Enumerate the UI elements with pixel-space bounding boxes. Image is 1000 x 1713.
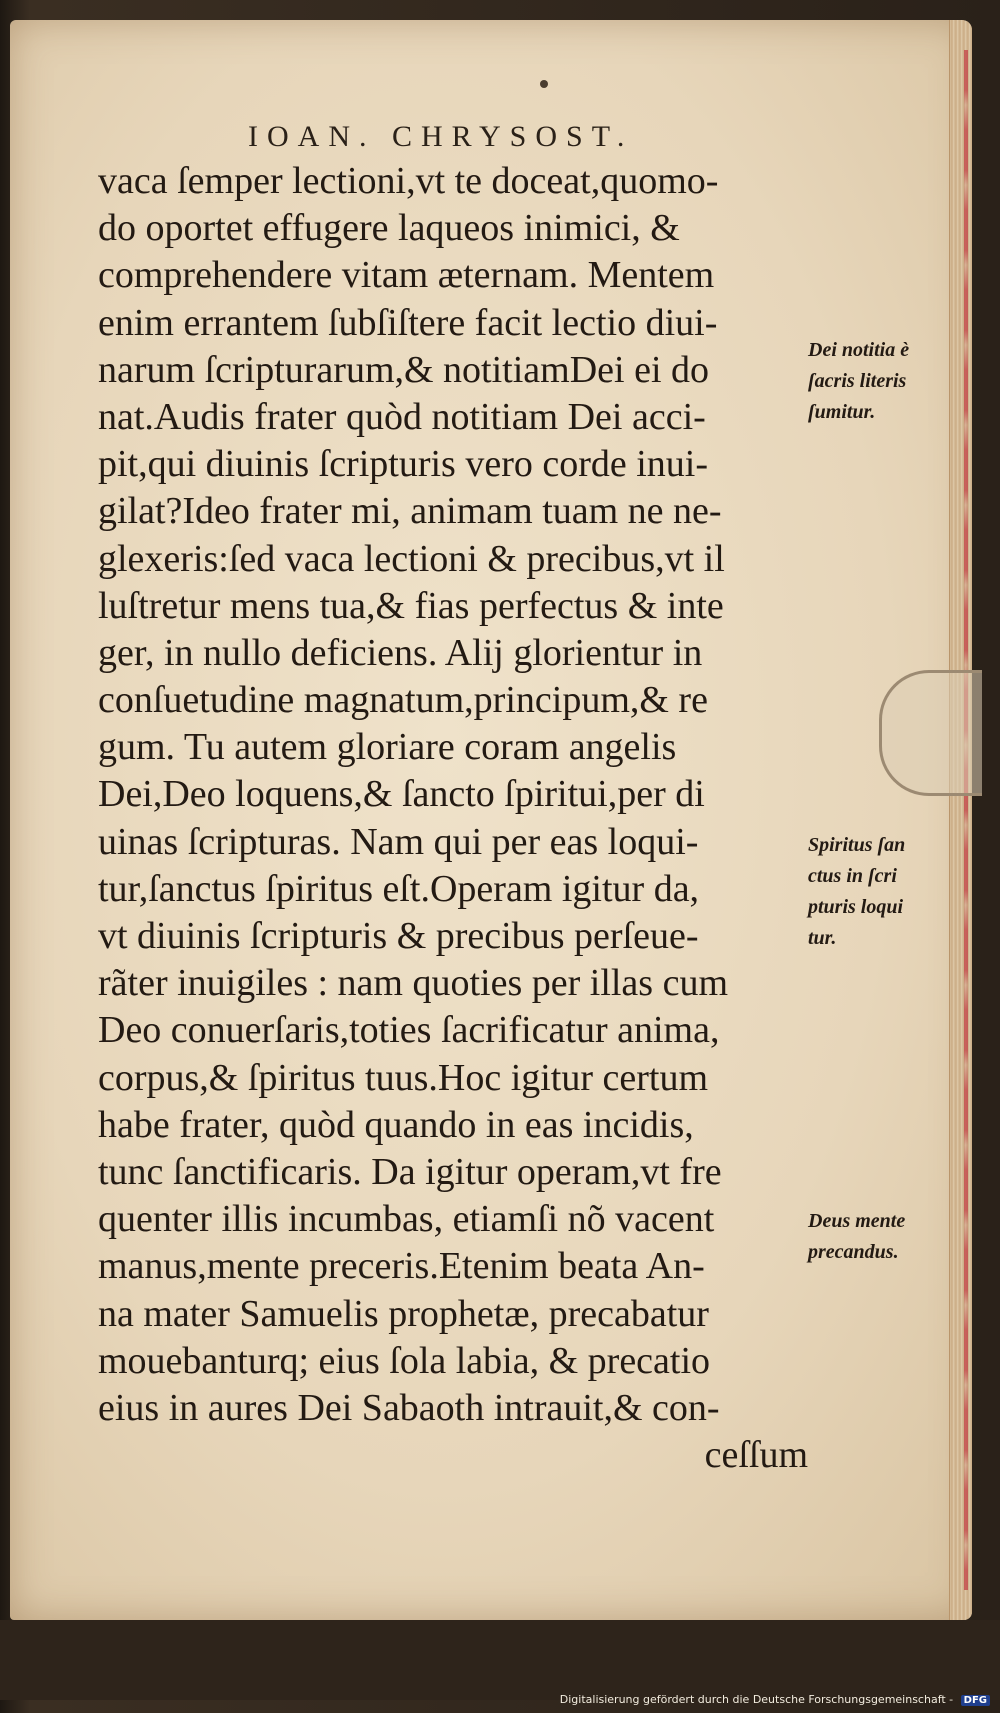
text-line: uinas ſcripturas. Nam qui per eas loqui-: [98, 820, 699, 863]
text-line: nat.Audis frater quòd notitiam Dei acci-: [98, 395, 706, 438]
catchword: ceſſum: [704, 1434, 808, 1477]
text-line: gum. Tu autem gloriare coram angelis: [98, 726, 677, 769]
marginal-note-line: Dei notitia è: [808, 339, 910, 361]
text-line: Dei,Deo loquens,& ſancto ſpiritui,per di: [98, 773, 705, 816]
marginal-note-2: [808, 830, 968, 954]
page-edge: [949, 20, 972, 1620]
text-line: vaca ſemper lectioni,vt te doceat,quomo-: [98, 160, 719, 202]
footer-text: Digitalisierung gefördert durch die Deutsche Forschungsgemeinschaft -: [559, 1693, 954, 1706]
marginal-note-line: Deus mente: [808, 1210, 906, 1232]
marginal-note-line: ſumitur.: [808, 401, 876, 423]
text-line: tur,ſanctus ſpiritus eſt.Operam igitur da,: [98, 867, 700, 910]
text-line: conſuetudine magnatum,principum,& re: [98, 679, 708, 722]
text-line: enim errantem ſubſiſtere facit lectio diui-: [98, 301, 718, 344]
digitization-footer: [560, 1693, 990, 1706]
marginal-note-line: pturis loqui: [808, 896, 904, 918]
text-line: do oportet effugere laqueos inimici, &: [98, 207, 680, 250]
text-line: quenter illis incumbas, etiamſi nõ vacent: [98, 1198, 715, 1241]
text-line: glexeris:ſed vaca lectioni & precibus,vt il: [98, 537, 725, 580]
text-line: gilat?Ideo frater mi, animam tuam ne ne-: [98, 490, 722, 533]
page-clip: [879, 670, 982, 796]
text-line: na mater Samuelis prophetæ, precabatur: [98, 1292, 709, 1335]
text-line: luſtretur mens tua,& fias perfectus & inte: [98, 584, 724, 627]
text-line: comprehendere vitam æternam. Mentem: [98, 254, 715, 297]
text-line: pit,qui diuinis ſcripturis vero corde inui-: [98, 443, 709, 486]
text-line: corpus,& ſpiritus tuus.Hoc igitur certum: [98, 1056, 709, 1099]
text-line: narum ſcripturarum,& notitiamDei ei do: [98, 348, 710, 391]
red-page-edge: [964, 50, 968, 1590]
text-line: rãter inuigiles : nam quoties per illas cum: [98, 962, 729, 1005]
main-text: [98, 158, 808, 1479]
text-line: ger, in nullo deficiens. Alij glorientur in: [98, 631, 703, 674]
running-head: IOAN. CHRYSOST.: [248, 120, 634, 153]
marginal-note-line: ſacris literis: [808, 370, 907, 392]
text-line: manus,mente preceris.Etenim beata An-: [98, 1245, 705, 1288]
text-line: Deo conuerſaris,toties ſacrificatur anima,: [98, 1009, 720, 1052]
text-line: habe frater, quòd quando in eas incidis,: [98, 1103, 694, 1146]
marginal-note-3: [808, 1206, 968, 1268]
text-line: tunc ſanctificaris. Da igitur operam,vt fre: [98, 1150, 722, 1193]
marginal-note-line: ctus in ſcri: [808, 865, 897, 887]
marginal-note-1: [808, 335, 968, 428]
text-line: mouebanturq; eius ſola labia, & precatio: [98, 1339, 711, 1382]
text-line: eius in aures Dei Sabaoth intrauit,& con-: [98, 1386, 720, 1429]
marginal-note-line: tur.: [808, 927, 837, 949]
ink-mark: [540, 80, 548, 88]
text-line: vt diuinis ſcripturis & precibus perſeue-: [98, 915, 699, 957]
marginal-note-line: Spiritus ſan: [808, 834, 906, 856]
bottom-strip: [0, 1620, 1000, 1700]
marginal-note-line: precandus.: [808, 1241, 899, 1263]
dfg-logo: DFG: [961, 1695, 990, 1706]
